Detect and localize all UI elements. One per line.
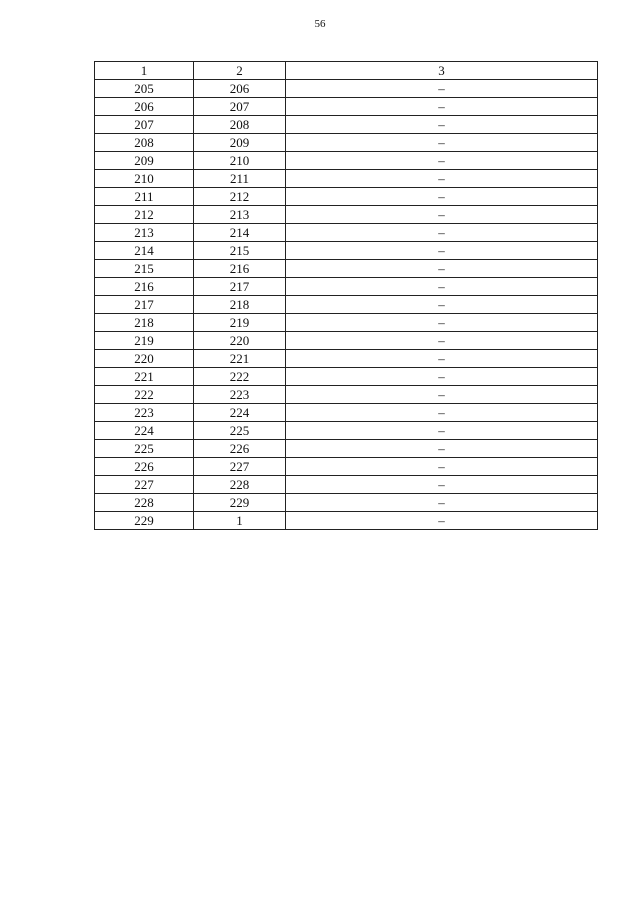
table-row [95,242,598,260]
table-cell-col-1: 218 [95,314,194,332]
table-cell-col-3: – [286,206,598,224]
table-cell-col-3: – [286,350,598,368]
table-cell-col-1: 227 [95,476,194,494]
table-row [95,350,598,368]
table-row [95,458,598,476]
table-cell-col-2: 207 [194,98,286,116]
table-row [95,422,598,440]
table-cell-col-1: 216 [95,278,194,296]
table-cell-col-1: 226 [95,458,194,476]
table-row [95,116,598,134]
table-cell-col-2: 1 [194,512,286,530]
table-row [95,332,598,350]
table-cell-col-2: 216 [194,260,286,278]
column-header-1: 1 [95,62,194,80]
table-row [95,134,598,152]
table-cell-col-3: – [286,242,598,260]
table-cell-col-3: – [286,260,598,278]
table-row [95,512,598,530]
table-cell-col-2: 210 [194,152,286,170]
table-cell-col-2: 220 [194,332,286,350]
column-header-2: 2 [194,62,286,80]
table-body [95,80,598,530]
data-table [94,61,598,530]
table-cell-col-1: 224 [95,422,194,440]
table-cell-col-3: – [286,314,598,332]
table-cell-col-2: 206 [194,80,286,98]
table-cell-col-1: 217 [95,296,194,314]
table-cell-col-2: 212 [194,188,286,206]
table-row [95,404,598,422]
table-cell-col-3: – [286,116,598,134]
table-cell-col-2: 208 [194,116,286,134]
table-cell-col-2: 222 [194,368,286,386]
table-cell-col-3: – [286,332,598,350]
table-cell-col-1: 225 [95,440,194,458]
table-cell-col-1: 213 [95,224,194,242]
table-cell-col-3: – [286,494,598,512]
table-cell-col-2: 219 [194,314,286,332]
table-cell-col-2: 215 [194,242,286,260]
table-cell-col-1: 219 [95,332,194,350]
table-cell-col-1: 221 [95,368,194,386]
table-row [95,494,598,512]
header-row [95,62,598,80]
table-cell-col-2: 209 [194,134,286,152]
table-row [95,314,598,332]
table-cell-col-3: – [286,170,598,188]
table-row [95,98,598,116]
table-cell-col-1: 210 [95,170,194,188]
table-cell-col-2: 226 [194,440,286,458]
table-row [95,152,598,170]
table-cell-col-3: – [286,134,598,152]
table-cell-col-3: – [286,80,598,98]
table-cell-col-2: 221 [194,350,286,368]
table-row [95,188,598,206]
table-cell-col-1: 208 [95,134,194,152]
table-cell-col-3: – [286,422,598,440]
table-row [95,206,598,224]
table-cell-col-2: 224 [194,404,286,422]
table-row [95,476,598,494]
table-cell-col-3: – [286,188,598,206]
table-row [95,296,598,314]
table-cell-col-2: 214 [194,224,286,242]
table-cell-col-1: 211 [95,188,194,206]
table-cell-col-2: 228 [194,476,286,494]
table-cell-col-3: – [286,296,598,314]
table-cell-col-3: – [286,152,598,170]
table-header [95,62,598,80]
page-number: 56 [314,18,326,30]
table-row [95,278,598,296]
table-cell-col-3: – [286,458,598,476]
table-cell-col-1: 212 [95,206,194,224]
column-header-3: 3 [286,62,598,80]
table-row [95,386,598,404]
table-cell-col-1: 222 [95,386,194,404]
table-cell-col-3: – [286,386,598,404]
table-cell-col-2: 229 [194,494,286,512]
table-cell-col-1: 214 [95,242,194,260]
table-cell-col-3: – [286,368,598,386]
table-cell-col-1: 228 [95,494,194,512]
table-cell-col-2: 227 [194,458,286,476]
table-cell-col-3: – [286,278,598,296]
table-row [95,260,598,278]
table-row [95,80,598,98]
table-cell-col-3: – [286,98,598,116]
table-cell-col-1: 207 [95,116,194,134]
table-cell-col-2: 213 [194,206,286,224]
table-cell-col-1: 223 [95,404,194,422]
table-cell-col-1: 215 [95,260,194,278]
table-row [95,224,598,242]
table-cell-col-3: – [286,404,598,422]
table-cell-col-1: 220 [95,350,194,368]
table-cell-col-2: 225 [194,422,286,440]
table-row [95,368,598,386]
table-cell-col-2: 211 [194,170,286,188]
table-row [95,170,598,188]
table-cell-col-1: 229 [95,512,194,530]
table-cell-col-1: 206 [95,98,194,116]
table-cell-col-3: – [286,476,598,494]
table-cell-col-2: 218 [194,296,286,314]
table-row [95,440,598,458]
table-cell-col-3: – [286,512,598,530]
table-cell-col-2: 223 [194,386,286,404]
table-cell-col-1: 209 [95,152,194,170]
table-cell-col-3: – [286,224,598,242]
table-cell-col-2: 217 [194,278,286,296]
table-cell-col-3: – [286,440,598,458]
table-cell-col-1: 205 [95,80,194,98]
